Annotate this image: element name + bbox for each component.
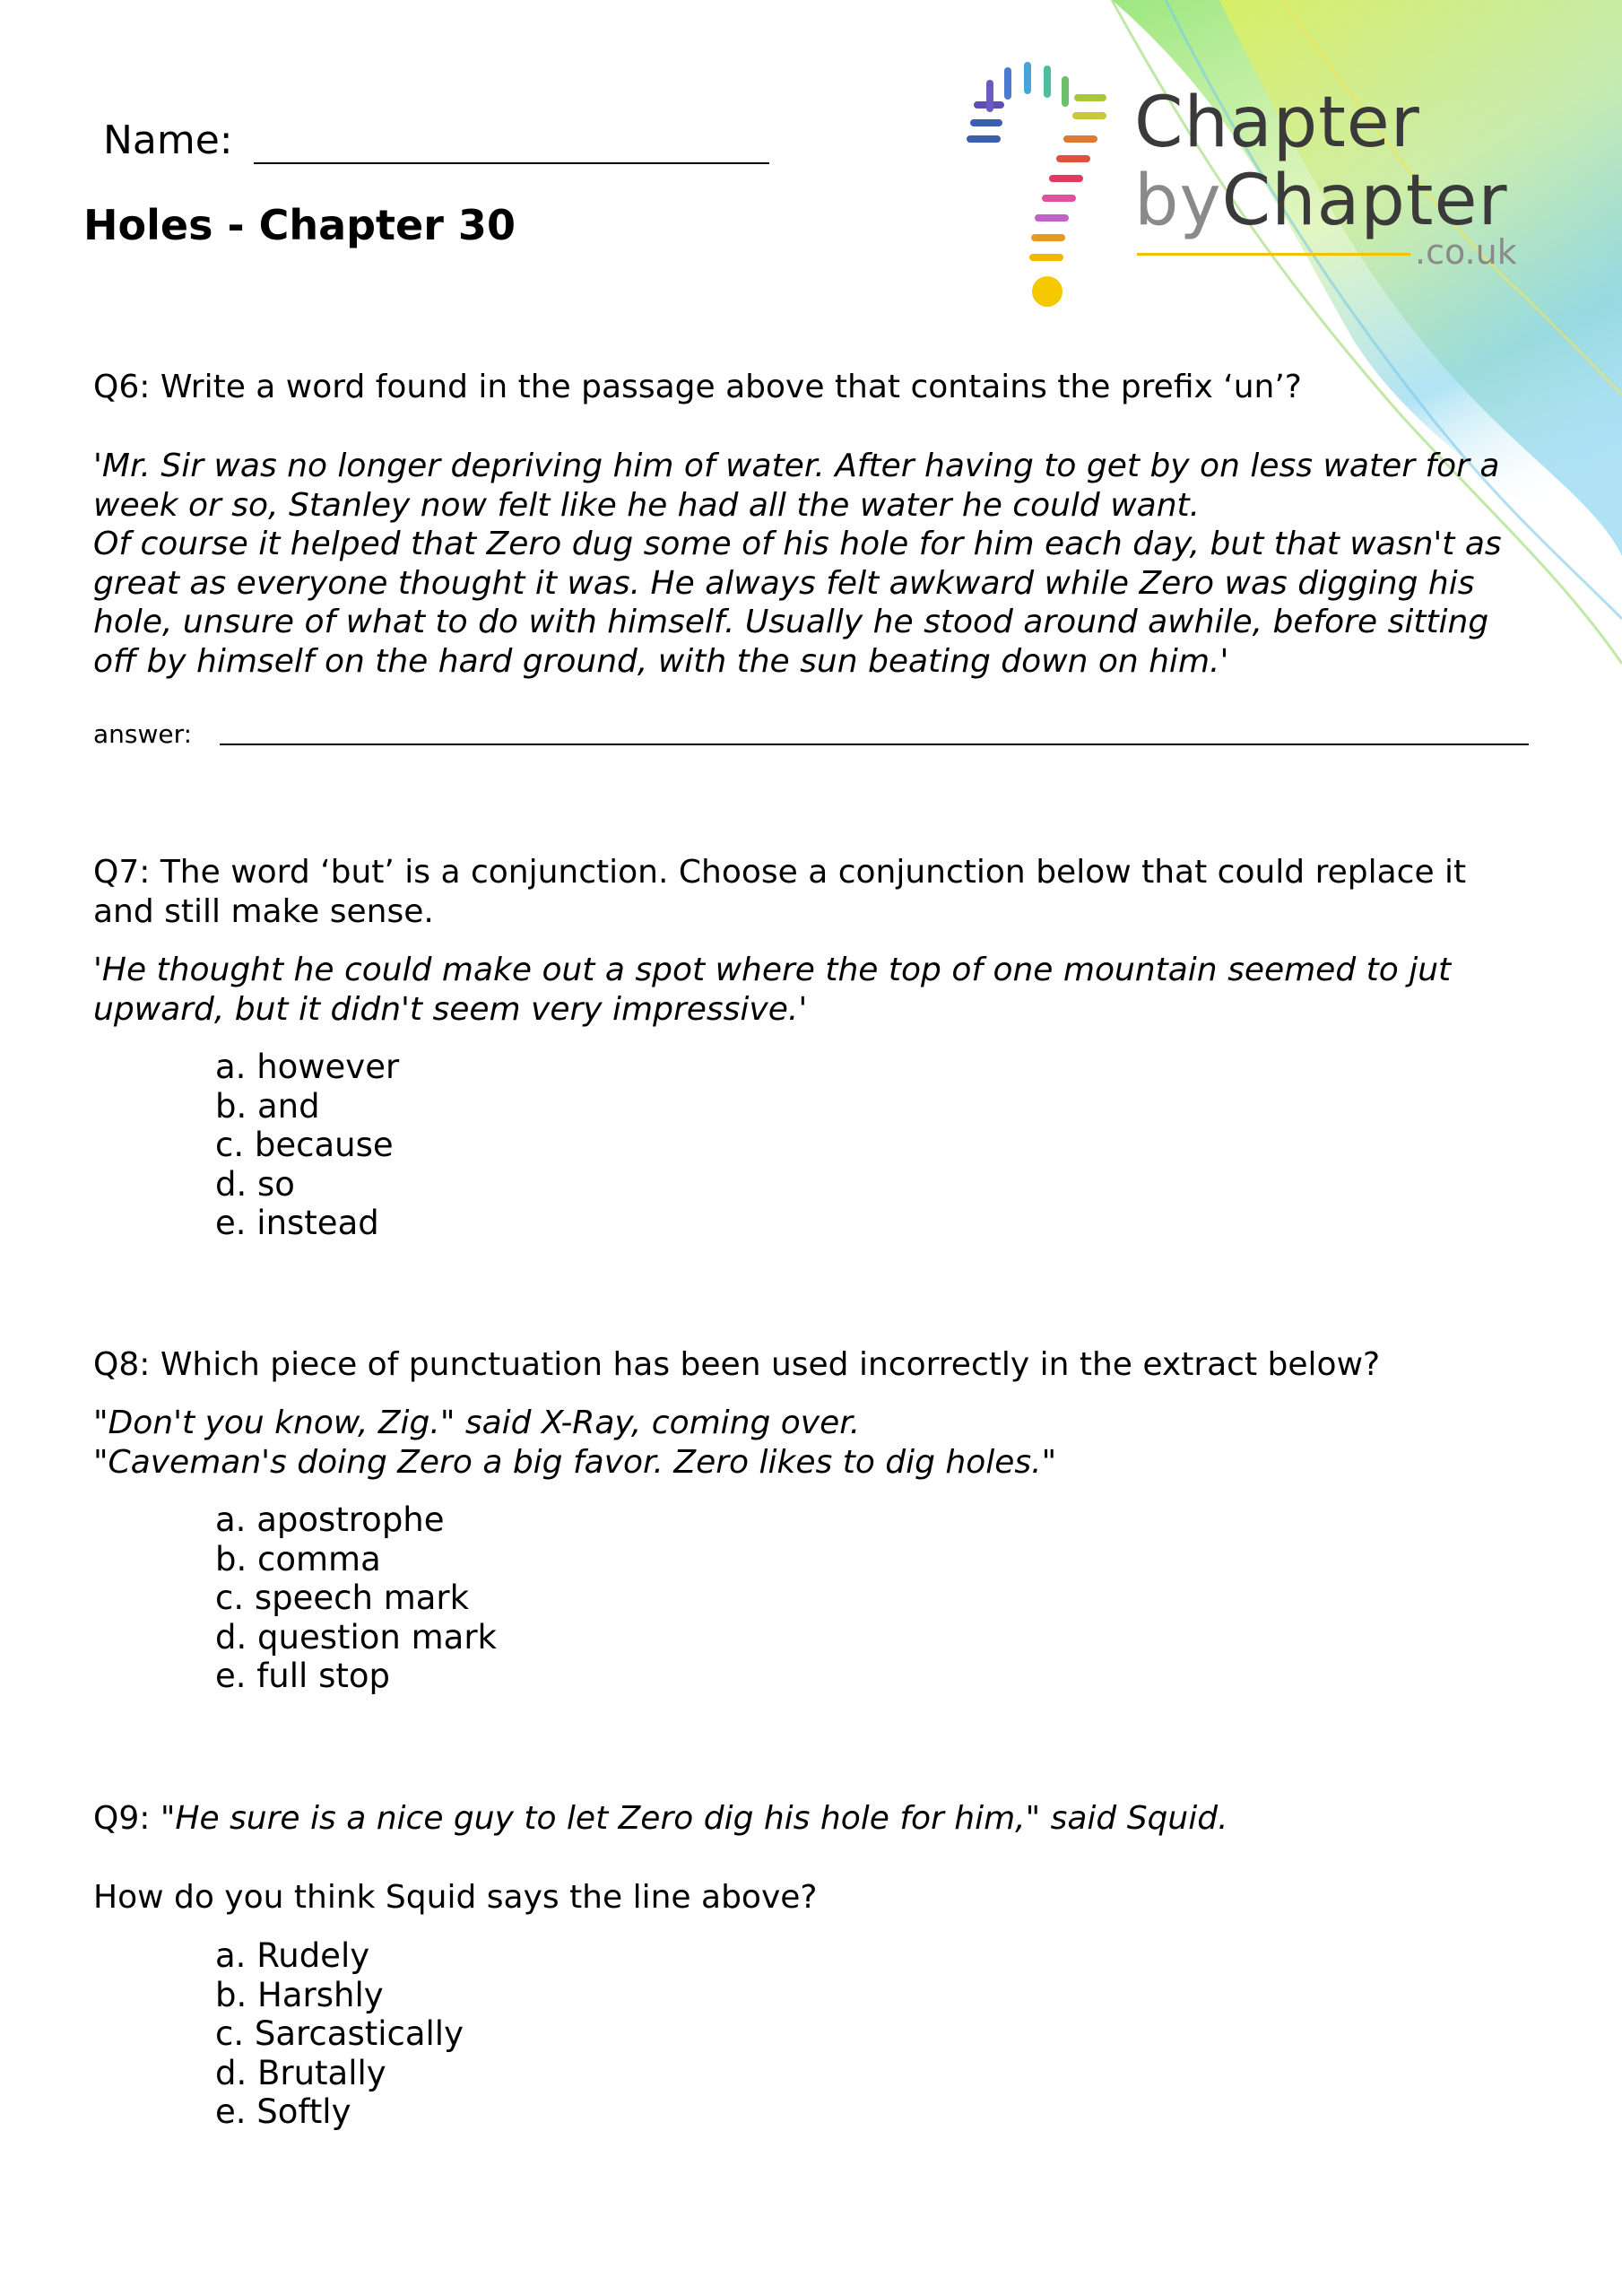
name-label: Name: xyxy=(103,117,233,163)
passage-line: "Don't you know, Zig." said X-Ray, coming over. xyxy=(93,1405,861,1441)
logo-chapter2-text: Chapter xyxy=(1221,161,1508,241)
q7-question xyxy=(93,853,1466,932)
option-item[interactable]: a. Rudely xyxy=(215,1936,370,1975)
q9-quote: "He sure is a nice guy to let Zero dig his hole for him," said Squid. xyxy=(160,1800,1228,1837)
passage-line: upward, but it didn't seem very impressive.' xyxy=(93,990,808,1028)
q7-options xyxy=(215,1048,399,1243)
option-item[interactable]: b. and xyxy=(215,1086,320,1126)
q8-passage xyxy=(93,1404,1056,1482)
question-line: and still make sense. xyxy=(93,893,434,930)
q6-passage xyxy=(93,447,1502,681)
passage-line: 'Mr. Sir was no longer depriving him of water. After having to get by on less water for a xyxy=(93,448,1500,484)
name-field-line[interactable] xyxy=(254,162,769,164)
question-line: Q7: The word ‘but’ is a conjunction. Choose a conjunction below that could replace it xyxy=(93,854,1467,891)
option-item[interactable]: c. because xyxy=(215,1126,394,1164)
q9-options xyxy=(215,1936,464,2132)
option-item[interactable]: e. Softly xyxy=(215,2092,351,2131)
option-item[interactable]: b. Harshly xyxy=(215,1975,384,2014)
q7-passage xyxy=(93,951,1451,1029)
option-item[interactable]: d. so xyxy=(215,1164,295,1204)
q8-question: Q8: Which piece of punctuation has been used incorrectly in the extract below? xyxy=(93,1346,1381,1383)
q6-question: Q6: Write a word found in the passage above that contains the prefix ‘un’? xyxy=(93,369,1302,405)
book-arc-logo-icon xyxy=(959,49,1121,309)
passage-line: great as everyone thought it was. He always felt awkward while Zero was digging his xyxy=(93,564,1475,602)
worksheet-title: Holes - Chapter 30 xyxy=(83,201,516,249)
option-item[interactable]: e. instead xyxy=(215,1204,379,1242)
logo-bychapter-text xyxy=(1134,161,1508,241)
logo-by-text: by xyxy=(1134,161,1222,241)
option-item[interactable]: d. question mark xyxy=(215,1617,497,1657)
logo-chapter-text: Chapter xyxy=(1134,83,1420,163)
passage-line: "Caveman's doing Zero a big favor. Zero likes to dig holes." xyxy=(93,1443,1057,1481)
logo-domain-text: .co.uk xyxy=(1415,232,1517,272)
answer-field-line[interactable] xyxy=(220,744,1529,745)
passage-line: Of course it helped that Zero dug some of his hole for him each day, but that wasn't as xyxy=(93,526,1502,562)
option-item[interactable]: c. speech mark xyxy=(215,1578,470,1617)
passage-line: week or so, Stanley now felt like he had all the water he could want. xyxy=(93,486,1201,524)
option-item[interactable]: b. comma xyxy=(215,1539,381,1578)
option-item[interactable]: c. Sarcastically xyxy=(215,2014,464,2053)
option-item[interactable]: a. however xyxy=(215,1048,400,1086)
option-item[interactable]: d. Brutally xyxy=(215,2053,386,2092)
option-item[interactable]: e. full stop xyxy=(215,1657,390,1695)
q9-subquestion: How do you think Squid says the line above? xyxy=(93,1879,818,1916)
answer-label: answer: xyxy=(93,719,193,749)
q9-prefix: Q9: xyxy=(93,1800,151,1837)
logo-underline xyxy=(1137,253,1410,256)
option-item[interactable]: a. apostrophe xyxy=(215,1500,445,1539)
q8-options xyxy=(215,1500,497,1696)
passage-line: off by himself on the hard ground, with the sun beating down on him.' xyxy=(93,642,1229,680)
passage-line: 'He thought he could make out a spot where the top of one mountain seemed to jut xyxy=(93,952,1452,988)
passage-line: hole, unsure of what to do with himself. Usually he stood around awhile, before sitting xyxy=(93,604,1489,640)
q9-question xyxy=(93,1799,1228,1839)
